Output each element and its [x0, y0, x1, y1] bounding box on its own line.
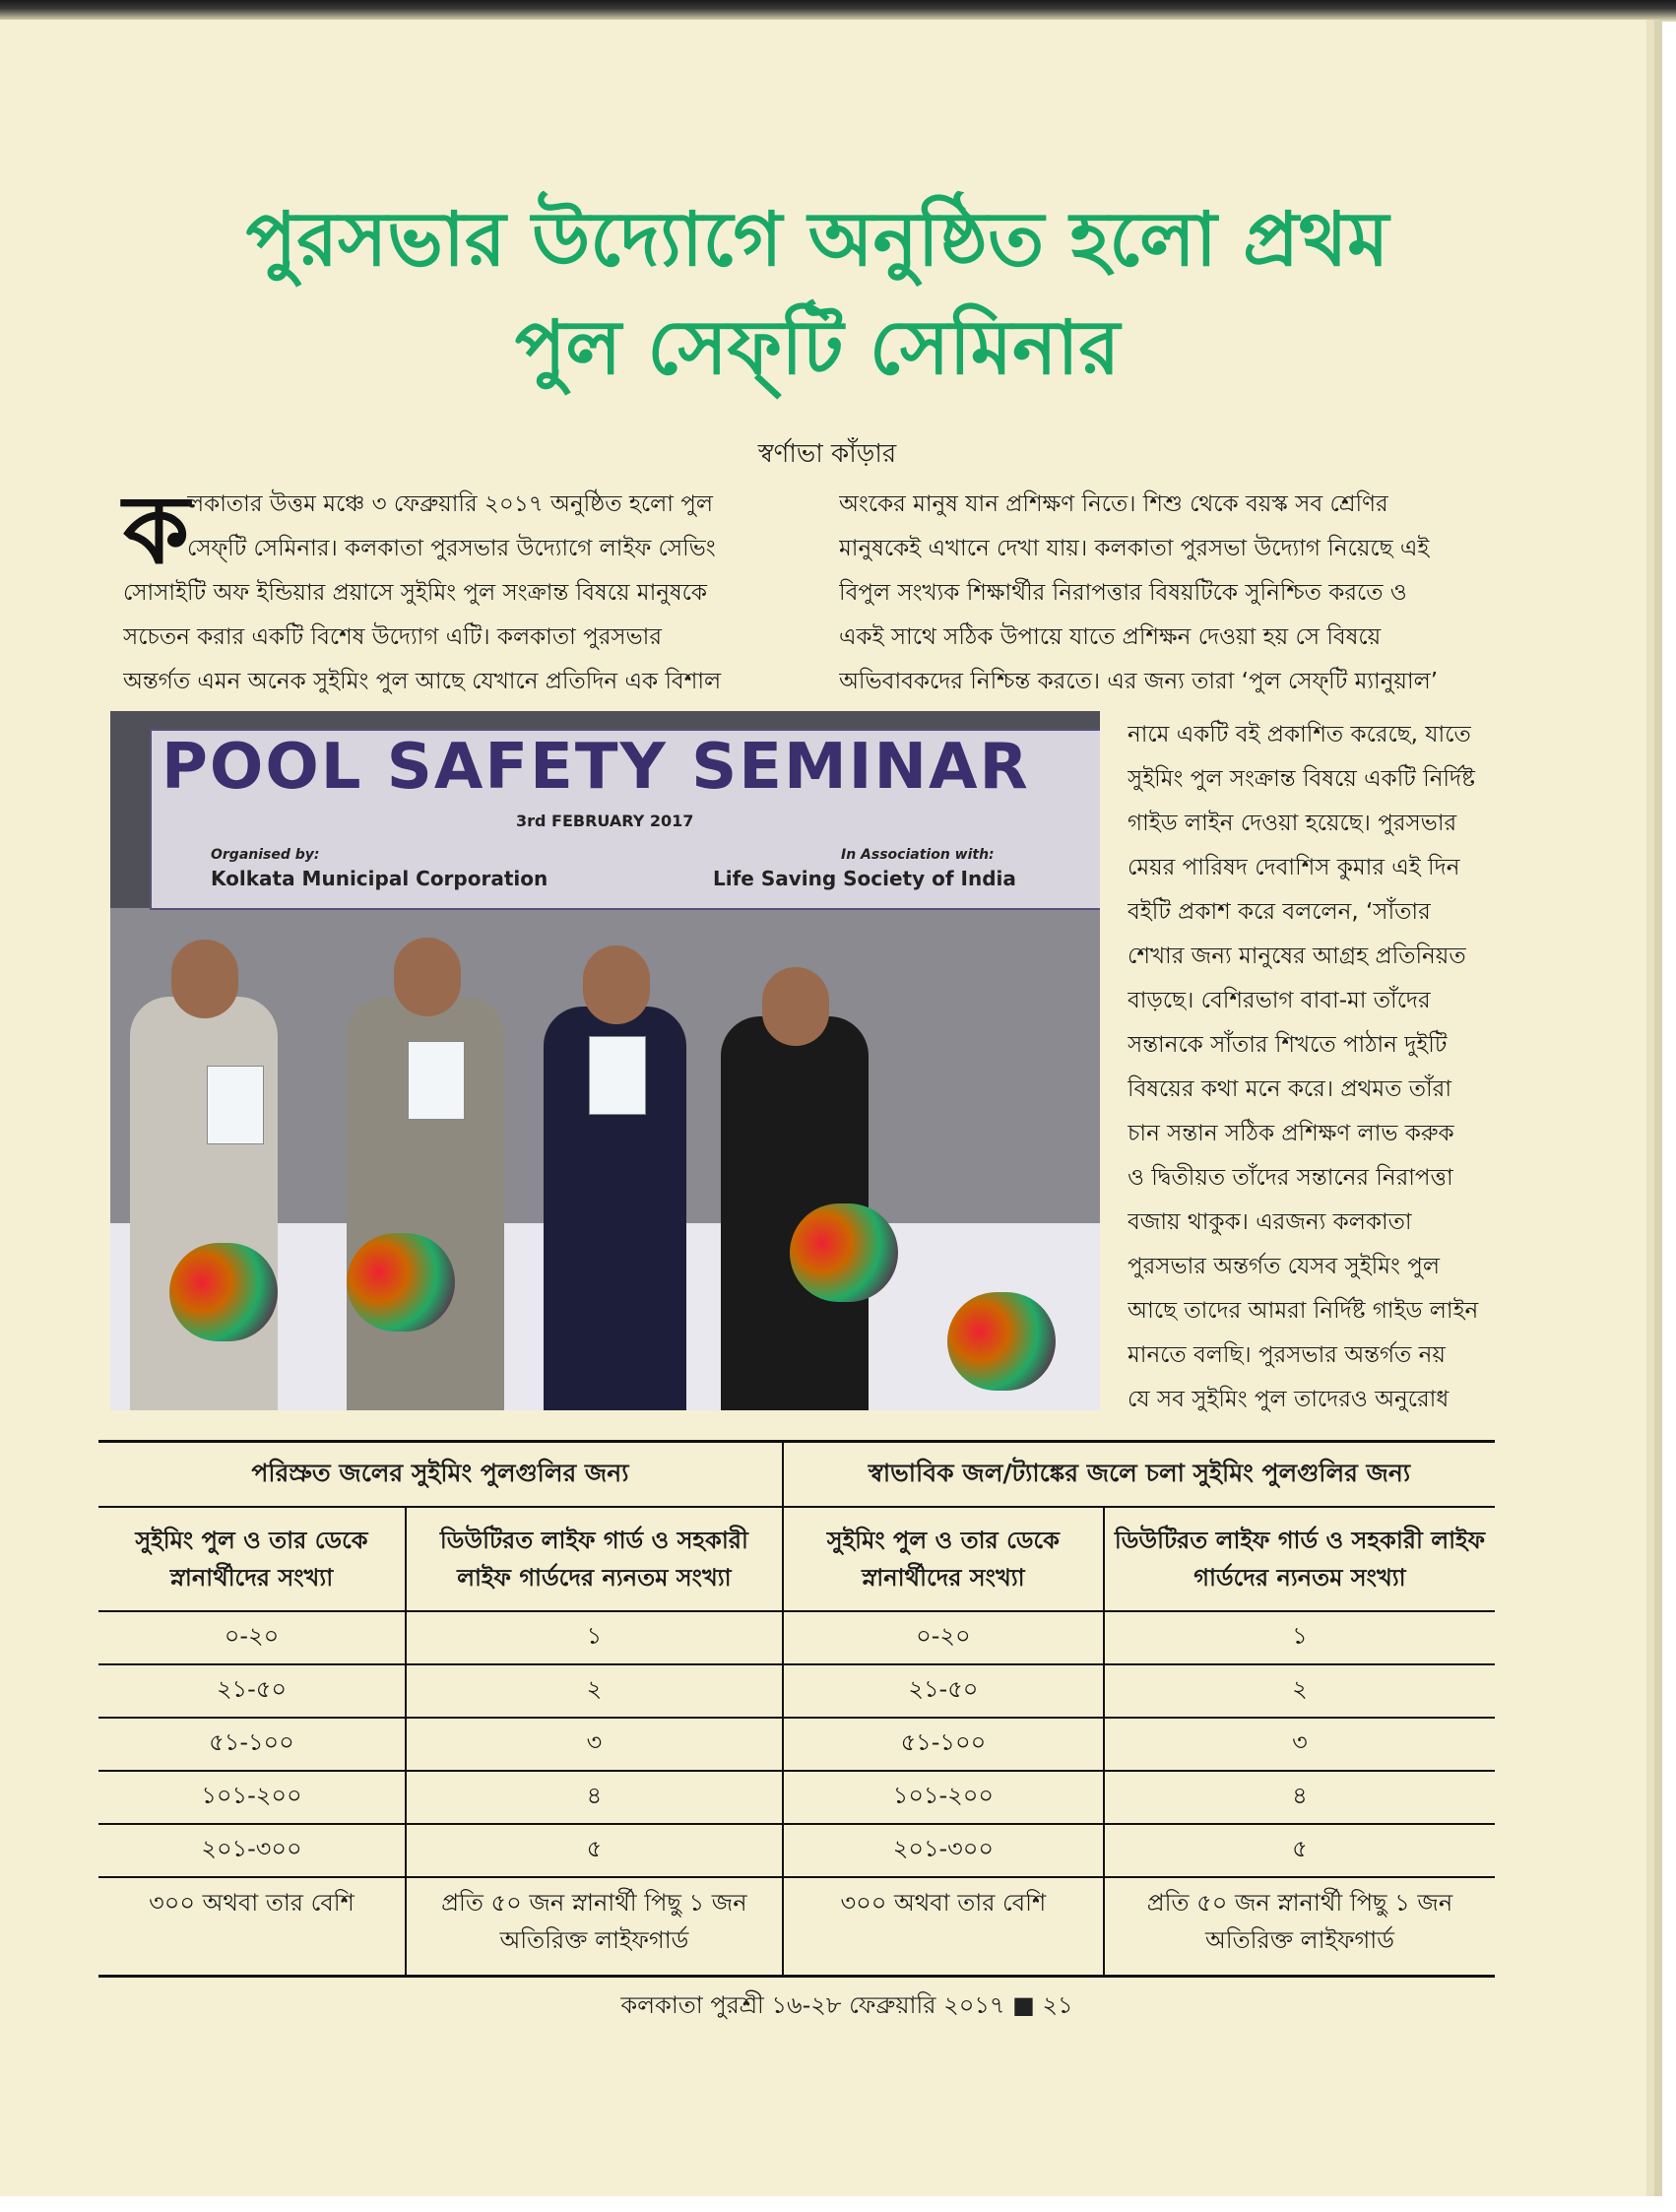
- text-line: পুরসভার অন্তর্গত যেসব সুইমিং পুল: [1128, 1254, 1440, 1279]
- seminar-photo: [110, 711, 1100, 1410]
- table-row: [98, 1824, 1495, 1877]
- body-column-3: [1128, 713, 1521, 1422]
- table-group-natural-water: স্বাভাবিক জল/ট্যাঙ্কের জলে চলা সুইমিং পুলগুলির জন্য: [783, 1442, 1495, 1508]
- text-line: শেখার জন্য মানুষের আগ্রহ প্রতিনিয়ত: [1128, 943, 1466, 969]
- text-line: বিপুল সংখ্যক শিক্ষার্থীর নিরাপত্তার বিষয়টিকে সুনিশ্চিত করতে ও: [839, 580, 1407, 606]
- table-cell: ১: [1104, 1611, 1495, 1664]
- text-line: বজায় থাকুক। এরজন্য কলকাতা: [1128, 1209, 1412, 1235]
- article-author: স্বর্ণাভা কাঁড়ার: [757, 439, 897, 469]
- text-line: অংকের মানুষ যান প্রশিক্ষণ নিতে। শিশু থেকে বয়স্ক সব শ্রেণির: [839, 491, 1388, 517]
- table-cell: ১০১-২০০: [783, 1771, 1104, 1824]
- flower-bouquet-1: [169, 1243, 278, 1341]
- header-swimmers-right: সুইমিং পুল ও তার ডেকে স্নানার্থীদের সংখ্যা: [783, 1507, 1104, 1611]
- table-cell: ১: [406, 1611, 783, 1664]
- text-line: গাইড লাইন দেওয়া হয়েছে। পুরসভার: [1128, 811, 1457, 836]
- table-cell: ৩০০ অথবা তার বেশি: [783, 1877, 1104, 1977]
- person-3-head: [583, 945, 650, 1024]
- person-1: [130, 997, 278, 1410]
- manual-book-1: [207, 1066, 264, 1144]
- banner-title: POOL SAFETY SEMINAR: [161, 731, 1030, 804]
- table-cell: ০-২০: [783, 1611, 1104, 1664]
- table-cell: ২০১-৩০০: [98, 1824, 406, 1877]
- person-4-head: [762, 967, 829, 1046]
- text-line: আছে তাদের আমরা নির্দিষ্ট গাইড লাইন: [1128, 1298, 1479, 1324]
- text-line: বাড়ছে। বেশিরভাগ বাবা-মা তাঁদের: [1128, 988, 1431, 1013]
- page-footer: কলকাতা পুরশ্রী ১৬-২৮ ফেব্রুয়ারি ২০১৭ ■ ২১: [620, 1991, 1073, 2019]
- header-guards-left: ডিউটিরত লাইফ গার্ড ও সহকারী লাইফ গার্ডদের ন্যনতম সংখ্যা: [406, 1507, 783, 1611]
- flower-bouquet-3: [790, 1204, 898, 1302]
- table-cell: ৫: [1104, 1824, 1495, 1877]
- text-line: যে সব সুইমিং পুল তাদেরও অনুরোধ: [1128, 1387, 1450, 1412]
- table-cell: প্রতি ৫০ জন স্নানার্থী পিছু ১ জন অতিরিক্ত লাইফগার্ড: [406, 1877, 783, 1977]
- table-row: [98, 1718, 1495, 1771]
- banner-organised-label: Organised by:: [211, 847, 320, 863]
- table-cell: ২১-৫০: [783, 1664, 1104, 1718]
- table-cell: ৫: [406, 1824, 783, 1877]
- table-cell: ৫১-১০০: [98, 1718, 406, 1771]
- table-row: [98, 1771, 1495, 1824]
- table-cell: ২০১-৩০০: [783, 1824, 1104, 1877]
- banner-associate: Life Saving Society of India: [713, 867, 1016, 890]
- table-cell: ২: [1104, 1664, 1495, 1718]
- table-cell: ৩০০ অথবা তার বেশি: [98, 1877, 406, 1977]
- table-row: [98, 1611, 1495, 1664]
- banner-date: 3rd FEBRUARY 2017: [516, 812, 694, 830]
- text-line: সেফ্‌টি সেমিনার। কলকাতা পুরসভার উদ্যোগে লাইফ সেভিং: [187, 536, 716, 561]
- table-cell: ৫১-১০০: [783, 1718, 1104, 1771]
- text-line: অন্তর্গত এমন অনেক সুইমিং পুল আছে যেখানে প্রতিদিন এক বিশাল: [123, 669, 722, 694]
- table-cell: ২১-৫০: [98, 1664, 406, 1718]
- lifeguard-requirement-table: [98, 1440, 1495, 1978]
- text-line: লকাতার উত্তম মঞ্চে ৩ ফেব্রুয়ারি ২০১৭ অনুষ্ঠিত হলো পুল: [187, 491, 714, 517]
- text-line: বইটি প্রকাশ করে বললেন, ‘সাঁতার: [1128, 899, 1431, 925]
- table-cell: ৪: [406, 1771, 783, 1824]
- header-swimmers-left: সুইমিং পুল ও তার ডেকে স্নানার্থীদের সংখ্যা: [98, 1507, 406, 1611]
- flower-bouquet-2: [347, 1233, 455, 1332]
- table-group-filtered-water: পরিস্রুত জলের সুইমিং পুলগুলির জন্য: [98, 1442, 783, 1508]
- seminar-banner: [150, 729, 1100, 910]
- page-top-edge: [0, 0, 1676, 22]
- banner-organiser: Kolkata Municipal Corporation: [211, 867, 548, 890]
- article-title-line-1: পুরসভার উদ্যোগে অনুষ্ঠিত হলো প্রথম: [245, 195, 1389, 283]
- text-line: বিষয়ের কথা মনে করে। প্রথমত তাঁরা: [1128, 1076, 1452, 1102]
- flower-bouquet-4: [947, 1292, 1056, 1391]
- text-line: মেয়র পারিষদ দেবাশিস কুমার এই দিন: [1128, 855, 1460, 880]
- text-line: অভিবাবকদের নিশ্চিন্ত করতে। এর জন্য তারা ‘পুল সেফ্‌টি ম্যানুয়াল’: [839, 669, 1439, 694]
- manual-book-3: [589, 1036, 646, 1115]
- text-line: একই সাথে সঠিক উপায়ে যাতে প্রশিক্ষন দেওয়া হয় সে বিষয়ে: [839, 624, 1382, 650]
- body-column-2: [839, 483, 1518, 704]
- table-cell: ৩: [1104, 1718, 1495, 1771]
- manual-book-2: [408, 1041, 465, 1120]
- text-line: সচেতন করার একটি বিশেষ উদ্যোগ এটি। কলকাতা পুরসভার: [123, 624, 663, 650]
- text-line: ও দ্বিতীয়ত তাঁদের সন্তানের নিরাপত্তা: [1128, 1165, 1453, 1191]
- header-guards-right: ডিউটিরত লাইফ গার্ড ও সহকারী লাইফ গার্ডদের ন্যনতম সংখ্যা: [1104, 1507, 1495, 1611]
- table-cell: ০-২০: [98, 1611, 406, 1664]
- body-column-1-continued: [123, 571, 807, 704]
- banner-association-label: In Association with:: [841, 847, 995, 863]
- text-line: চান সন্তান সঠিক প্রশিক্ষণ লাভ করুক: [1128, 1121, 1454, 1146]
- table-cell: ২: [406, 1664, 783, 1718]
- table-row-last: [98, 1877, 1495, 1977]
- text-line: মানুষকেই এখানে দেখা যায়। কলকাতা পুরসভা উদ্যোগ নিয়েছে এই: [839, 536, 1430, 561]
- table-cell: ৪: [1104, 1771, 1495, 1824]
- table-cell: ৩: [406, 1718, 783, 1771]
- text-line: সোসাইটি অফ ইন্ডিয়ার প্রয়াসে সুইমিং পুল সংক্রান্ত বিষয়ে মানুষকে: [123, 580, 707, 606]
- table-cell: ১০১-২০০: [98, 1771, 406, 1824]
- text-line: নামে একটি বই প্রকাশিত করেছে, যাতে: [1128, 722, 1471, 748]
- table-cell: প্রতি ৫০ জন স্নানার্থী পিছু ১ জন অতিরিক্ত লাইফগার্ড: [1104, 1877, 1495, 1977]
- body-column-1: [187, 483, 807, 571]
- text-line: সুইমিং পুল সংক্রান্ত বিষয়ে একটি নির্দিষ্ট: [1128, 766, 1475, 792]
- text-line: মানতে বলছি। পুরসভার অন্তর্গত নয়: [1128, 1342, 1446, 1368]
- drop-cap: ক: [123, 475, 190, 585]
- article-title-line-2: পুল সেফ্‌টি সেমিনার: [514, 303, 1121, 391]
- person-1-head: [171, 940, 238, 1018]
- person-2-head: [394, 938, 461, 1016]
- table-row: [98, 1664, 1495, 1718]
- text-line: সন্তানকে সাঁতার শিখতে পাঠান দুইটি: [1128, 1032, 1448, 1058]
